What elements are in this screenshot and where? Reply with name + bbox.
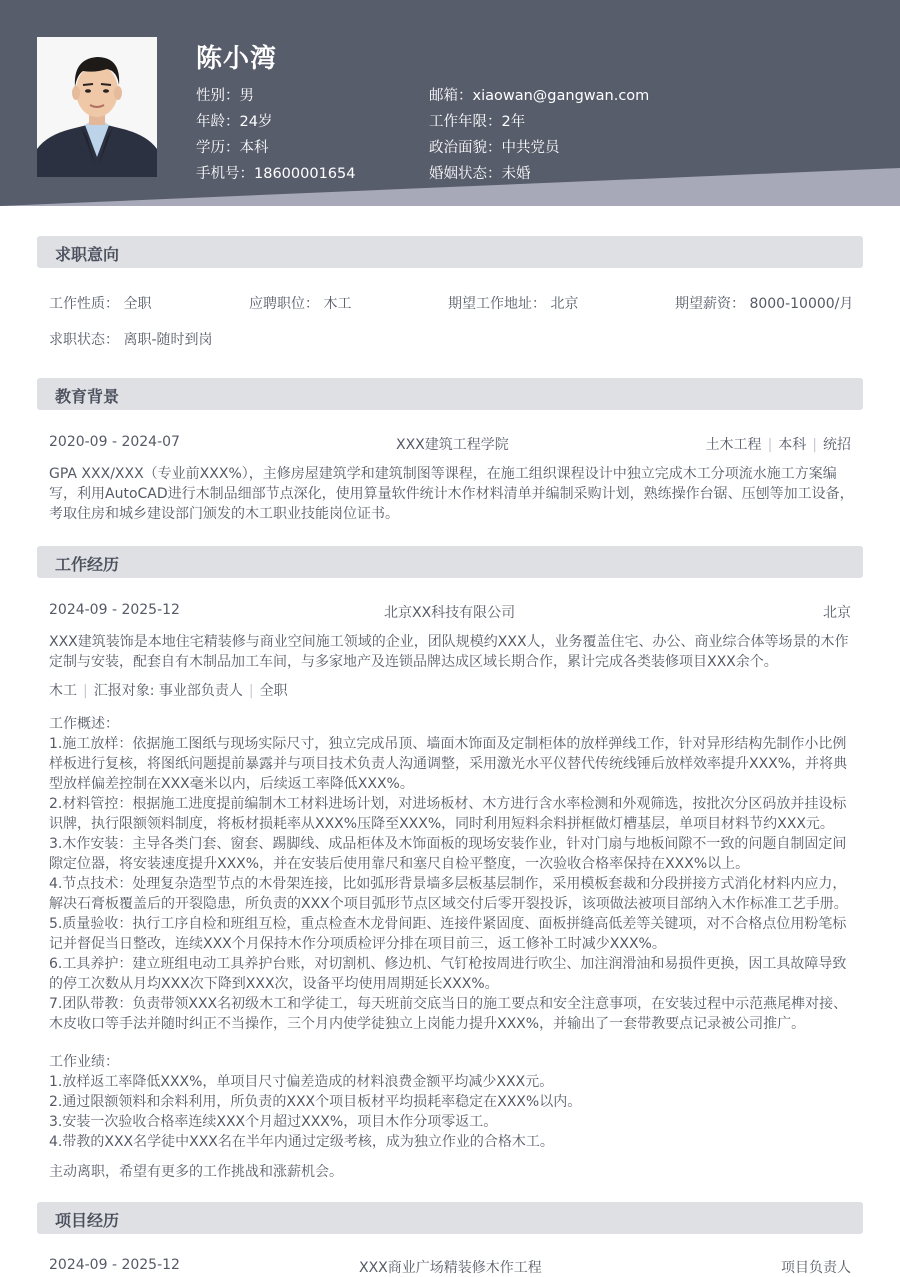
applied-position: 应聘职位： 木工 [249,296,352,312]
achievements-label: 工作业绩： [49,1054,119,1070]
education-info: 学历：本科 [196,140,269,156]
section-project-experience [37,1202,863,1234]
overview-label: 工作概述： [49,716,119,732]
project-dates: 2024-09 - 2025-12 [49,1257,180,1273]
gender-info: 性别：男 [196,88,254,104]
education-description: GPA XXX/XXX（专业前XXX%），主修房屋建筑学和建筑制图等课程，在施工组织课程设计中独立完成木工分项流水施工方案编写，利用AutoCAD进行木制品细部节点深化，使用算量软件统计木作材料清单并编制采购计划，熟练操作台锯、压刨等加工设备，考取住房和城乡建设部门颁发的木工职业技能岗位证书。 [49,466,854,522]
employment-type: 全职 [259,683,288,699]
section-work-experience [37,546,863,578]
leave-reason: 主动离职，希望有更多的工作挑战和涨薪机会。 [49,1164,343,1180]
achievement-item: 2.通过限额领料和余料利用，所负责的XXX个项目板材平均损耗率稳定在XXX%以内。 [49,1094,582,1110]
company-name: 北京XX科技有限公司 [384,605,516,621]
school-name: XXX建筑工程学院 [396,437,509,453]
work-overview [49,714,855,1034]
section-title: 项目经历 [55,1211,120,1230]
major: 土木工程 [705,437,762,453]
achievement-item: 3.安装一次验收合格率连续XXX个月超过XXX%，项目木作分项零返工。 [49,1114,498,1130]
marital-status-info: 婚姻状态：未婚 [429,166,531,182]
project-role: 项目负责人 [781,1260,851,1276]
profile-photo [37,37,157,177]
overview-item: 3.木作安装：主导各类门套、窗套、踢脚线、成品柜体及木饰面板的现场安装作业，针对门扇与地板间隙不一致的问题自制固定间隙定位器，将安装速度提升XXX%，并在安装后使用靠尺和塞尺自检平整度，一次验收合格率保持在XXX%以上。 [49,836,847,872]
job-status: 求职状态： 离职-随时到岗 [49,332,213,348]
resume-header [0,0,900,206]
work-role-line: 木工 | 汇报对象: 事业部负责人 | 全职 [49,683,288,699]
overview-item: 6.工具养护：建立班组电动工具养护台账，对切割机、修边机、气钉枪按周进行吹尘、加注润滑油和易损件更换，因工具故障导致的停工次数从月均XXX次下降到XXX次，设备平均使用周期延长XXX%。 [49,956,847,992]
phone-info: 手机号：18600001654 [196,166,356,182]
email-info: 邮箱：xiaowan@gangwan.com [429,88,650,104]
section-title: 工作经历 [55,555,120,574]
candidate-name: 陈小湾 [196,44,278,74]
achievement-item: 1.放样返工率降低XXX%，单项目尺寸偏差造成的材料浪费金额平均减少XXX元。 [49,1074,554,1090]
education-meta: 土木工程 | 本科 | 统招 [705,437,851,453]
degree: 本科 [778,437,807,453]
section-title: 教育背景 [55,387,120,406]
age-info: 年龄：24岁 [196,114,273,130]
expected-location: 期望工作地址： 北京 [448,296,579,312]
political-status-info: 政治面貌：中共党员 [429,140,560,156]
section-title: 求职意向 [55,245,120,264]
section-job-intent [37,236,863,268]
overview-item: 5.质量验收：执行工序自检和班组互检，重点检查木龙骨间距、连接件紧固度、面板拼缝高低差等关键项，对不合格点位用粉笔标记并督促当日整改，连续XXX个月保持木作分项质检评分排在项目前三，返工修补工时减少XXX%。 [49,916,847,952]
company-description: XXX建筑装饰是本地住宅精装修与商业空间施工领域的企业，团队规模约XXX人，业务覆盖住宅、办公、商业综合体等场景的木作定制与安装，配套自有木制品加工车间，与多家地产及连锁品牌达成区域长期合作，累计完成各类装修项目XXX余个。 [49,634,849,670]
work-dates: 2024-09 - 2025-12 [49,602,180,618]
work-years-info: 工作年限：2年 [429,114,526,130]
job-nature: 工作性质： 全职 [49,296,152,312]
project-name: XXX商业广场精装修木作工程 [359,1260,542,1276]
enrollment-mode: 统招 [823,437,851,453]
expected-salary: 期望薪资： 8000-10000/月 [675,296,854,312]
overview-item: 1.施工放样：依据施工图纸与现场实际尺寸，独立完成吊顶、墙面木饰面及定制柜体的放样弹线工作，针对异形结构先制作小比例样板进行复核，将图纸问题提前暴露并与项目技术负责人沟通调整，采用激光水平仪替代传统线锤后放样效率提升XXX%，并将典型放样偏差控制在XXX毫米以内，后续返工率降低XXX%。 [49,736,848,792]
achievement-item: 4.带教的XXX名学徒中XXX名在半年内通过定级考核，成为独立作业的合格木工。 [49,1134,554,1150]
job-role: 木工 [49,683,77,699]
work-achievements [49,1052,855,1152]
work-city: 北京 [823,605,851,621]
overview-item: 2.材料管控：根据施工进度提前编制木工材料进场计划，对进场板材、木方进行含水率检测和外观筛选，按批次分区码放并挂设标识牌，执行限额领料制度，将板材损耗率从XXX%压降至XXX%，同时利用短料余料拼框做灯槽基层，单项目材料节约XXX元。 [49,796,847,832]
overview-item: 7.团队带教：负责带领XXX名初级木工和学徒工，每天班前交底当日的施工要点和安全注意事项，在安装过程中示范燕尾榫对接、木皮收口等手法并随时纠正不当操作，三个月内使学徒独立上岗能力提升XXX%，并输出了一套带教要点记录被公司推广。 [49,996,848,1032]
report-to: 汇报对象: 事业部负责人 [93,683,243,699]
section-education [37,378,863,410]
education-dates: 2020-09 - 2024-07 [49,434,180,450]
overview-item: 4.节点技术：处理复杂造型节点的木骨架连接，比如弧形背景墙多层板基层制作，采用模板套裁和分段拼接方式消化材料内应力，解决石膏板覆盖后的开裂隐患，所负责的XXX个项目弧形节点区域交付后零开裂投诉，该项做法被项目部纳入木作标准工艺手册。 [49,876,848,912]
